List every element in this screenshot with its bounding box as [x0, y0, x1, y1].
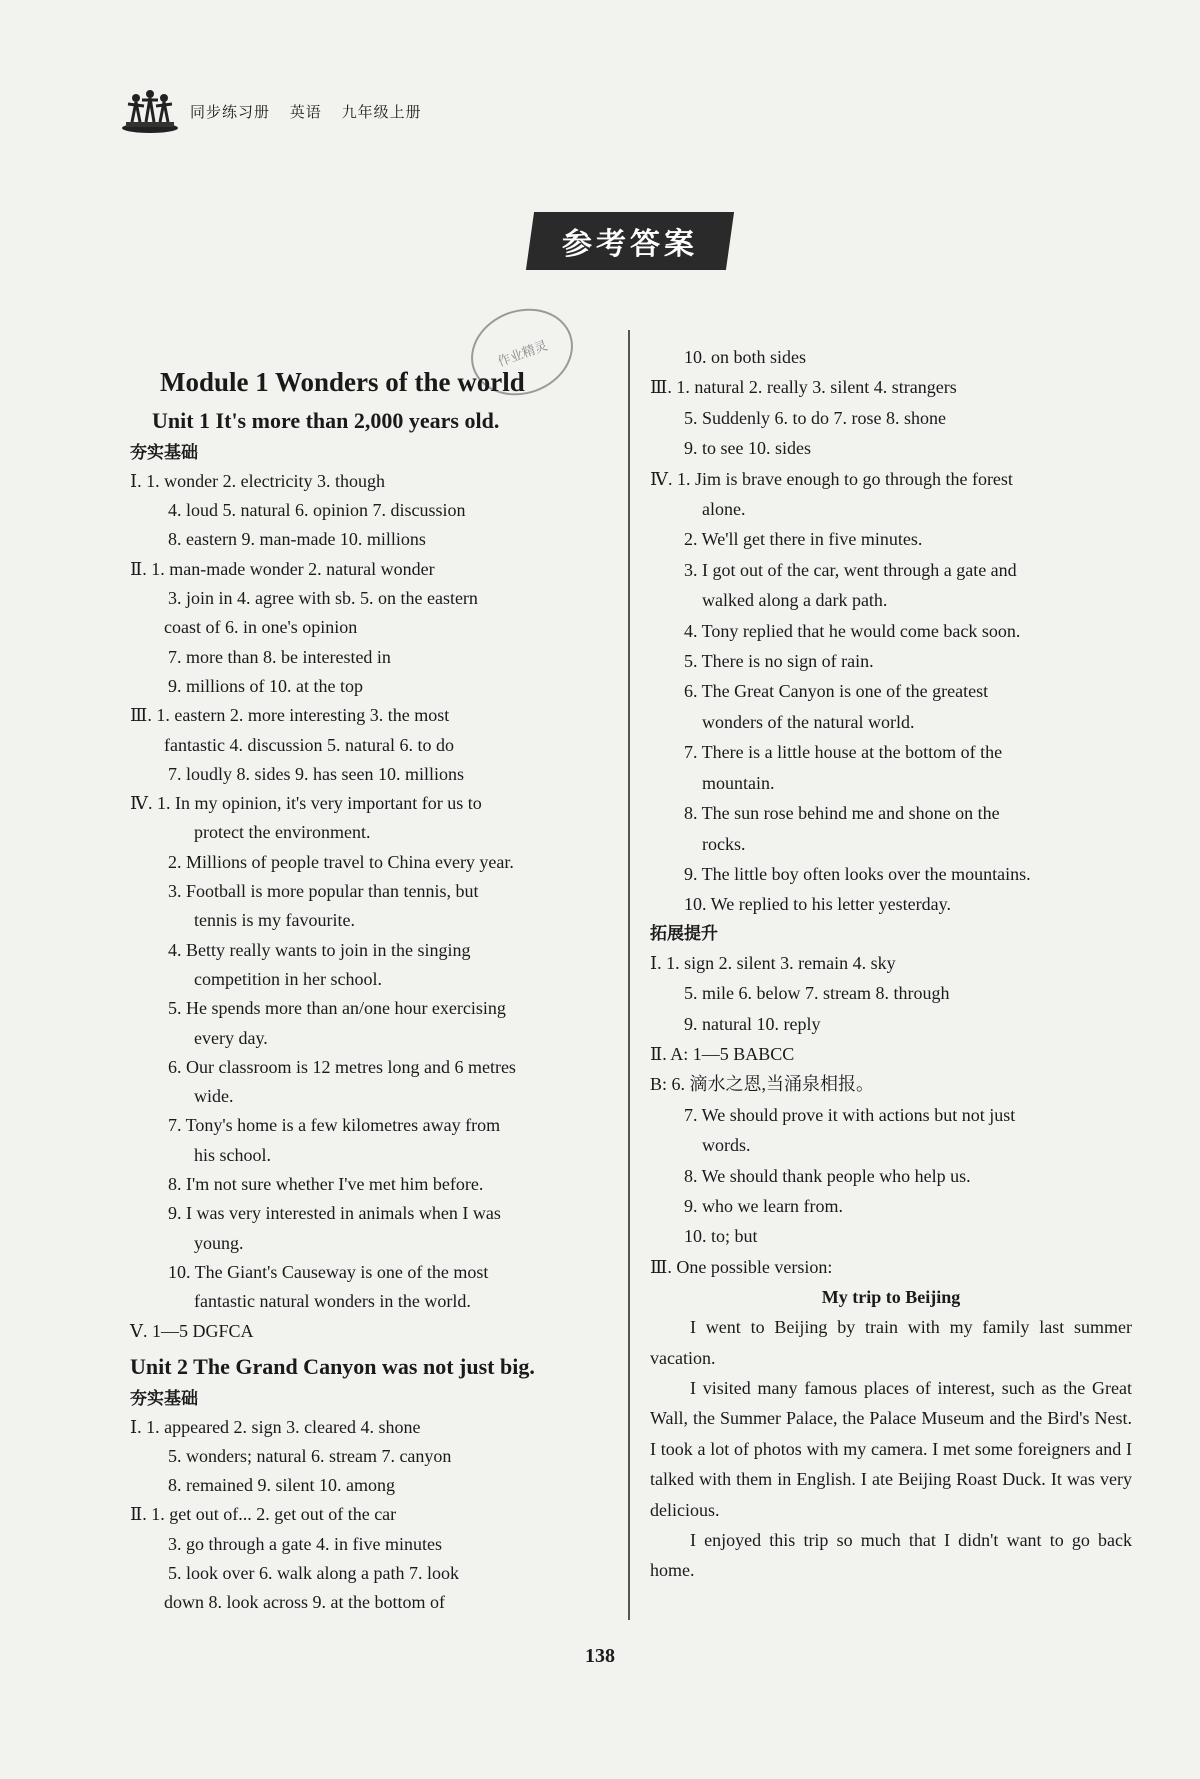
answer-line: protect the environment.	[194, 822, 371, 843]
answer-line: Ⅲ. 1. eastern 2. more interesting 3. the most	[130, 705, 450, 726]
answer-line: 8. remained 9. silent 10. among	[168, 1475, 395, 1496]
grade: 九年级上册	[341, 103, 422, 121]
essay-paragraph: I went to Beijing by train with my family last summer vacation.	[650, 1317, 1132, 1368]
answer-line: 3. join in 4. agree with sb. 5. on the eastern	[168, 588, 478, 609]
answer-line: 4. Tony replied that he would come back soon.	[684, 620, 1021, 641]
answer-line: 8. The sun rose behind me and shone on the	[684, 803, 1000, 824]
answer-key-banner: 参考答案	[526, 212, 734, 270]
answer-line: mountain.	[702, 772, 775, 793]
essay-paragraph: I visited many famous places of interest, such as the Great Wall, the Summer Palace, the Palace Museum and the Bird's Nest. I took a lot of photos with my camera. I met some foreigners and I talked with them in English. I ate Beijing Roast Duck. It was very delicious.	[650, 1378, 1132, 1520]
answer-line: 9. who we learn from.	[684, 1195, 843, 1216]
answer-line: Ⅰ. 1. wonder 2. electricity 3. though	[130, 470, 386, 491]
answer-line: 3. I got out of the car, went through a gate and	[684, 559, 1017, 580]
answer-line: 5. He spends more than an/one hour exercising	[168, 998, 506, 1019]
answer-line: 6. The Great Canyon is one of the greatest	[684, 681, 989, 702]
subject: 英语	[289, 103, 322, 121]
answer-line: Ⅳ. 1. In my opinion, it's very important for us to	[130, 793, 482, 814]
answer-line: fantastic natural wonders in the world.	[194, 1291, 471, 1312]
answer-line: 8. We should thank people who help us.	[684, 1165, 971, 1186]
answer-line: 7. Tony's home is a few kilometres away from	[168, 1115, 501, 1136]
answer-line: 9. to see 10. sides	[684, 438, 811, 459]
answer-line: 7. loudly 8. sides 9. has seen 10. millions	[168, 763, 464, 784]
essay-title: My trip to Beijing	[821, 1287, 961, 1308]
answer-line: tennis is my favourite.	[194, 910, 355, 931]
column-divider	[628, 330, 630, 1620]
answer-line: 5. mile 6. below 7. stream 8. through	[684, 983, 950, 1004]
answer-line: 6. Our classroom is 12 metres long and 6 metres	[168, 1056, 516, 1077]
answer-line: rocks.	[702, 833, 746, 854]
page-number: 138	[585, 1645, 615, 1667]
answer-line: 10. to; but	[684, 1226, 758, 1247]
unit2-title: Unit 2 The Grand Canyon was not just big.	[130, 1353, 535, 1379]
answer-line: Ⅰ. 1. sign 2. silent 3. remain 4. sky	[650, 952, 896, 973]
answer-line: walked along a dark path.	[702, 590, 888, 611]
section-heading: 夯实基础	[130, 1388, 198, 1409]
answer-line: 8. eastern 9. man-made 10. millions	[168, 529, 426, 550]
answer-line: wonders of the natural world.	[702, 711, 915, 732]
section-heading: 夯实基础	[130, 442, 198, 463]
answer-line: 2. Millions of people travel to China every year.	[168, 851, 514, 872]
answer-line: 4. Betty really wants to join in the singing	[168, 939, 471, 960]
answer-line: 5. wonders; natural 6. stream 7. canyon	[168, 1445, 452, 1466]
answer-line: 10. on both sides	[684, 347, 807, 367]
unit1-title: Unit 1 It's more than 2,000 years old.	[152, 408, 500, 434]
answer-line: B: 6. 滴水之恩,当涌泉相报。	[650, 1074, 875, 1095]
book-logo-icon	[120, 88, 180, 134]
answer-line: wide.	[194, 1086, 234, 1107]
answer-line: his school.	[194, 1144, 272, 1165]
answer-line: 5. Suddenly 6. to do 7. rose 8. shone	[684, 407, 946, 428]
answer-line: alone.	[702, 499, 746, 520]
answer-line: 9. I was very interested in animals when I was	[168, 1203, 501, 1224]
book-title: 同步练习册	[190, 103, 271, 121]
answer-line: Ⅲ. 1. natural 2. really 3. silent 4. strangers	[650, 377, 957, 398]
answer-line: Ⅱ. 1. man-made wonder 2. natural wonder	[130, 558, 435, 579]
answer-line: 2. We'll get there in five minutes.	[684, 529, 923, 550]
essay-paragraph: I enjoyed this trip so much that I didn't want to go back home.	[650, 1530, 1132, 1581]
answer-line: Ⅱ. A: 1—5 BABCC	[650, 1043, 795, 1064]
answer-line: 4. loud 5. natural 6. opinion 7. discussion	[168, 500, 466, 521]
answer-line: words.	[702, 1135, 751, 1156]
answer-line: competition in her school.	[194, 968, 382, 989]
header-text	[190, 101, 436, 134]
answer-line: Ⅴ. 1—5 DGFCA	[130, 1320, 254, 1341]
section-heading: 拓展提升	[650, 923, 718, 944]
answer-line: fantastic 4. discussion 5. natural 6. to do	[164, 734, 454, 755]
left-column	[130, 345, 615, 1618]
answer-line: 7. more than 8. be interested in	[168, 646, 391, 667]
answer-line: every day.	[194, 1027, 268, 1048]
answer-line: 8. I'm not sure whether I've met him before.	[168, 1174, 484, 1195]
answer-line: 5. look over 6. walk along a path 7. look	[168, 1563, 459, 1584]
page-header	[120, 88, 436, 134]
answer-line: 10. We replied to his letter yesterday.	[684, 894, 951, 915]
right-column	[650, 342, 1132, 1586]
answer-line: 5. There is no sign of rain.	[684, 651, 874, 672]
watermark-stamp: 作业精灵	[459, 295, 585, 410]
answer-line: 7. There is a little house at the bottom of the	[684, 742, 1003, 763]
answer-line: Ⅳ. 1. Jim is brave enough to go through the forest	[650, 468, 1013, 489]
answer-line: 10. The Giant's Causeway is one of the most	[168, 1261, 489, 1282]
answer-line: 3. go through a gate 4. in five minutes	[168, 1533, 442, 1554]
answer-line: 9. millions of 10. at the top	[168, 675, 363, 696]
answer-line: coast of 6. in one's opinion	[164, 617, 358, 638]
answer-line: Ⅰ. 1. appeared 2. sign 3. cleared 4. shone	[130, 1416, 421, 1437]
answer-line: 3. Football is more popular than tennis, but	[168, 881, 479, 902]
answer-line: 7. We should prove it with actions but not just	[684, 1104, 1016, 1125]
module-title: Module 1 Wonders of the world	[160, 367, 525, 397]
answer-line: down 8. look across 9. at the bottom of	[164, 1592, 445, 1613]
answer-line: 9. natural 10. reply	[684, 1013, 821, 1034]
answer-line: Ⅲ. One possible version:	[650, 1256, 833, 1277]
answer-line: young.	[194, 1232, 244, 1253]
answer-line: 9. The little boy often looks over the mountains.	[684, 863, 1031, 884]
answer-line: Ⅱ. 1. get out of... 2. get out of the car	[130, 1504, 397, 1525]
